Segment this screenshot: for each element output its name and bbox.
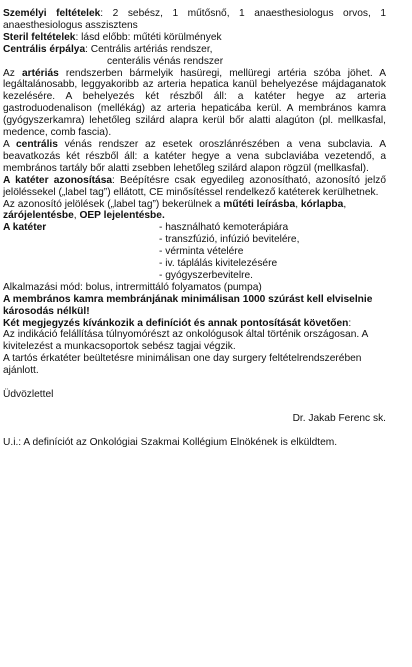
label-tag-bold-3: zárójelentésbe bbox=[3, 210, 74, 222]
central-pathway bbox=[3, 44, 386, 56]
label-tag-text-4: , bbox=[73, 210, 80, 222]
arterial-bold: artériás bbox=[21, 67, 59, 79]
postscript: U.i.: A definíciót az Onkológiai Szakmai Kollégium Elnökének is elküldtem. bbox=[3, 436, 338, 448]
sterile-requirements-label: Steril feltételek bbox=[3, 31, 76, 43]
label-tag-text-1: Az azonosító jelölések („label tag”) bekerülnek a bbox=[3, 198, 224, 210]
personal-requirements-text: : 2 sebész, 1 műtősnő, 1 anaesthesiologus orvos, 1 anaesthesiologus asszisztens bbox=[3, 8, 386, 31]
application-mode: Alkalmazási mód: bolus, intrermittáló folyamatos (pumpa) bbox=[3, 281, 262, 293]
central-pathway-label: Centrális érpálya bbox=[3, 43, 86, 55]
label-tag-bold-1: műtéti leírásba bbox=[223, 198, 296, 210]
label-tag-bold-4: OEP lejelentésbe. bbox=[79, 210, 165, 222]
membrane-warning: A membrános kamra membránjának minimálisan 1000 szúrást kell elviselnie károsodás nélkül! bbox=[3, 293, 373, 317]
sterile-requirements-text: : lásd előbb: műtéti körülmények bbox=[75, 31, 222, 43]
catheter-uses-first bbox=[3, 222, 386, 234]
arterial-text-1: Az bbox=[3, 67, 22, 79]
catheter-use-item: - vérminta vételére bbox=[159, 246, 244, 258]
personal-requirements bbox=[3, 8, 386, 32]
identification-label: A katéter azonosítása bbox=[3, 174, 113, 186]
sterile-requirements bbox=[3, 32, 386, 44]
venous-text-2: vénás rendszer az esetek oroszlánrészében a vena subclavia. A beavatkozás két részből áll: a katéter hegye a vena subclaviába vezetendő, a membrános tartály bőr alatti zsebben lehetőleg szilárd alapon rögzül (mellkasfal). bbox=[3, 138, 386, 174]
catheter-label: A katéter bbox=[3, 222, 47, 234]
signature: Dr. Jakab Ferenc sk. bbox=[292, 413, 386, 424]
catheter-use-item: - transzfúzió, infúzió bevitelére, bbox=[159, 234, 300, 246]
identification-paragraph bbox=[3, 175, 386, 199]
remarks-line2: A tartós érkatéter beültetésre minimálisan one day surgery feltételrendszerében ajánlott. bbox=[3, 353, 362, 377]
arterial-text-2: rendszerben bármelyik hasüregi, mellüregi artéria szóba jöhet. A legáltalánosabb, leggyakoribb az arteria hepatica kanül behelyezése májdaganatok kezelésére. A behelyezés két részből áll: a katéter hegye az arteria gastroduodenalison (mellékág) az arteria hepaticába kerül. A membrános kamra (gyógyszerkamra) lehetőleg szilárd alapra kerül bőr alatti alagúton (pl. mellkasfal, medence, comb fascia). bbox=[3, 67, 386, 139]
identification-text: : Beépítésre csak egyedileg azonosítható, azonosító jelző jelöléssekel („label tag”) ellátott, CE minősítéssel rendelkező katéterek kerülhetnek. bbox=[3, 174, 386, 198]
spacer bbox=[3, 401, 386, 413]
label-tag-paragraph bbox=[3, 199, 386, 223]
remarks-heading bbox=[3, 318, 386, 330]
catheter-use-item: - gyógyszerbevitelre. bbox=[159, 269, 253, 281]
venous-paragraph bbox=[3, 139, 386, 175]
venous-bold: centrális bbox=[16, 138, 58, 150]
greeting: Üdvözlettel bbox=[3, 389, 54, 401]
label-tag-text-3: , bbox=[343, 198, 347, 210]
remarks-label: Két megjegyzés kívánkozik a definíciót és annak pontosítását követően bbox=[3, 317, 349, 329]
catheter-use-item: - használható kemoterápiára bbox=[159, 222, 289, 234]
remarks-colon: : bbox=[348, 317, 352, 329]
central-pathway-line2: centerális vénás rendszer bbox=[107, 55, 224, 67]
document-page bbox=[3, 8, 386, 449]
personal-requirements-label: Személyi feltételek bbox=[3, 8, 101, 19]
arterial-paragraph bbox=[3, 68, 386, 139]
venous-text-1: A bbox=[3, 138, 16, 150]
central-pathway-line1: : Centrális artériás rendszer, bbox=[85, 43, 213, 55]
spacer bbox=[3, 377, 386, 389]
spacer bbox=[3, 425, 386, 437]
remarks-line1: Az indikáció felállítása túlnyomórészt az onkológusok által történik országosan. A kivitelezést a munkacsoportok sebész tagjai végzik. bbox=[3, 329, 368, 353]
catheter-use-item: - iv. táplálás kivitelezésére bbox=[159, 258, 278, 270]
label-tag-bold-2: kórlapba bbox=[300, 198, 344, 210]
label-tag-text-2: , bbox=[295, 198, 301, 210]
